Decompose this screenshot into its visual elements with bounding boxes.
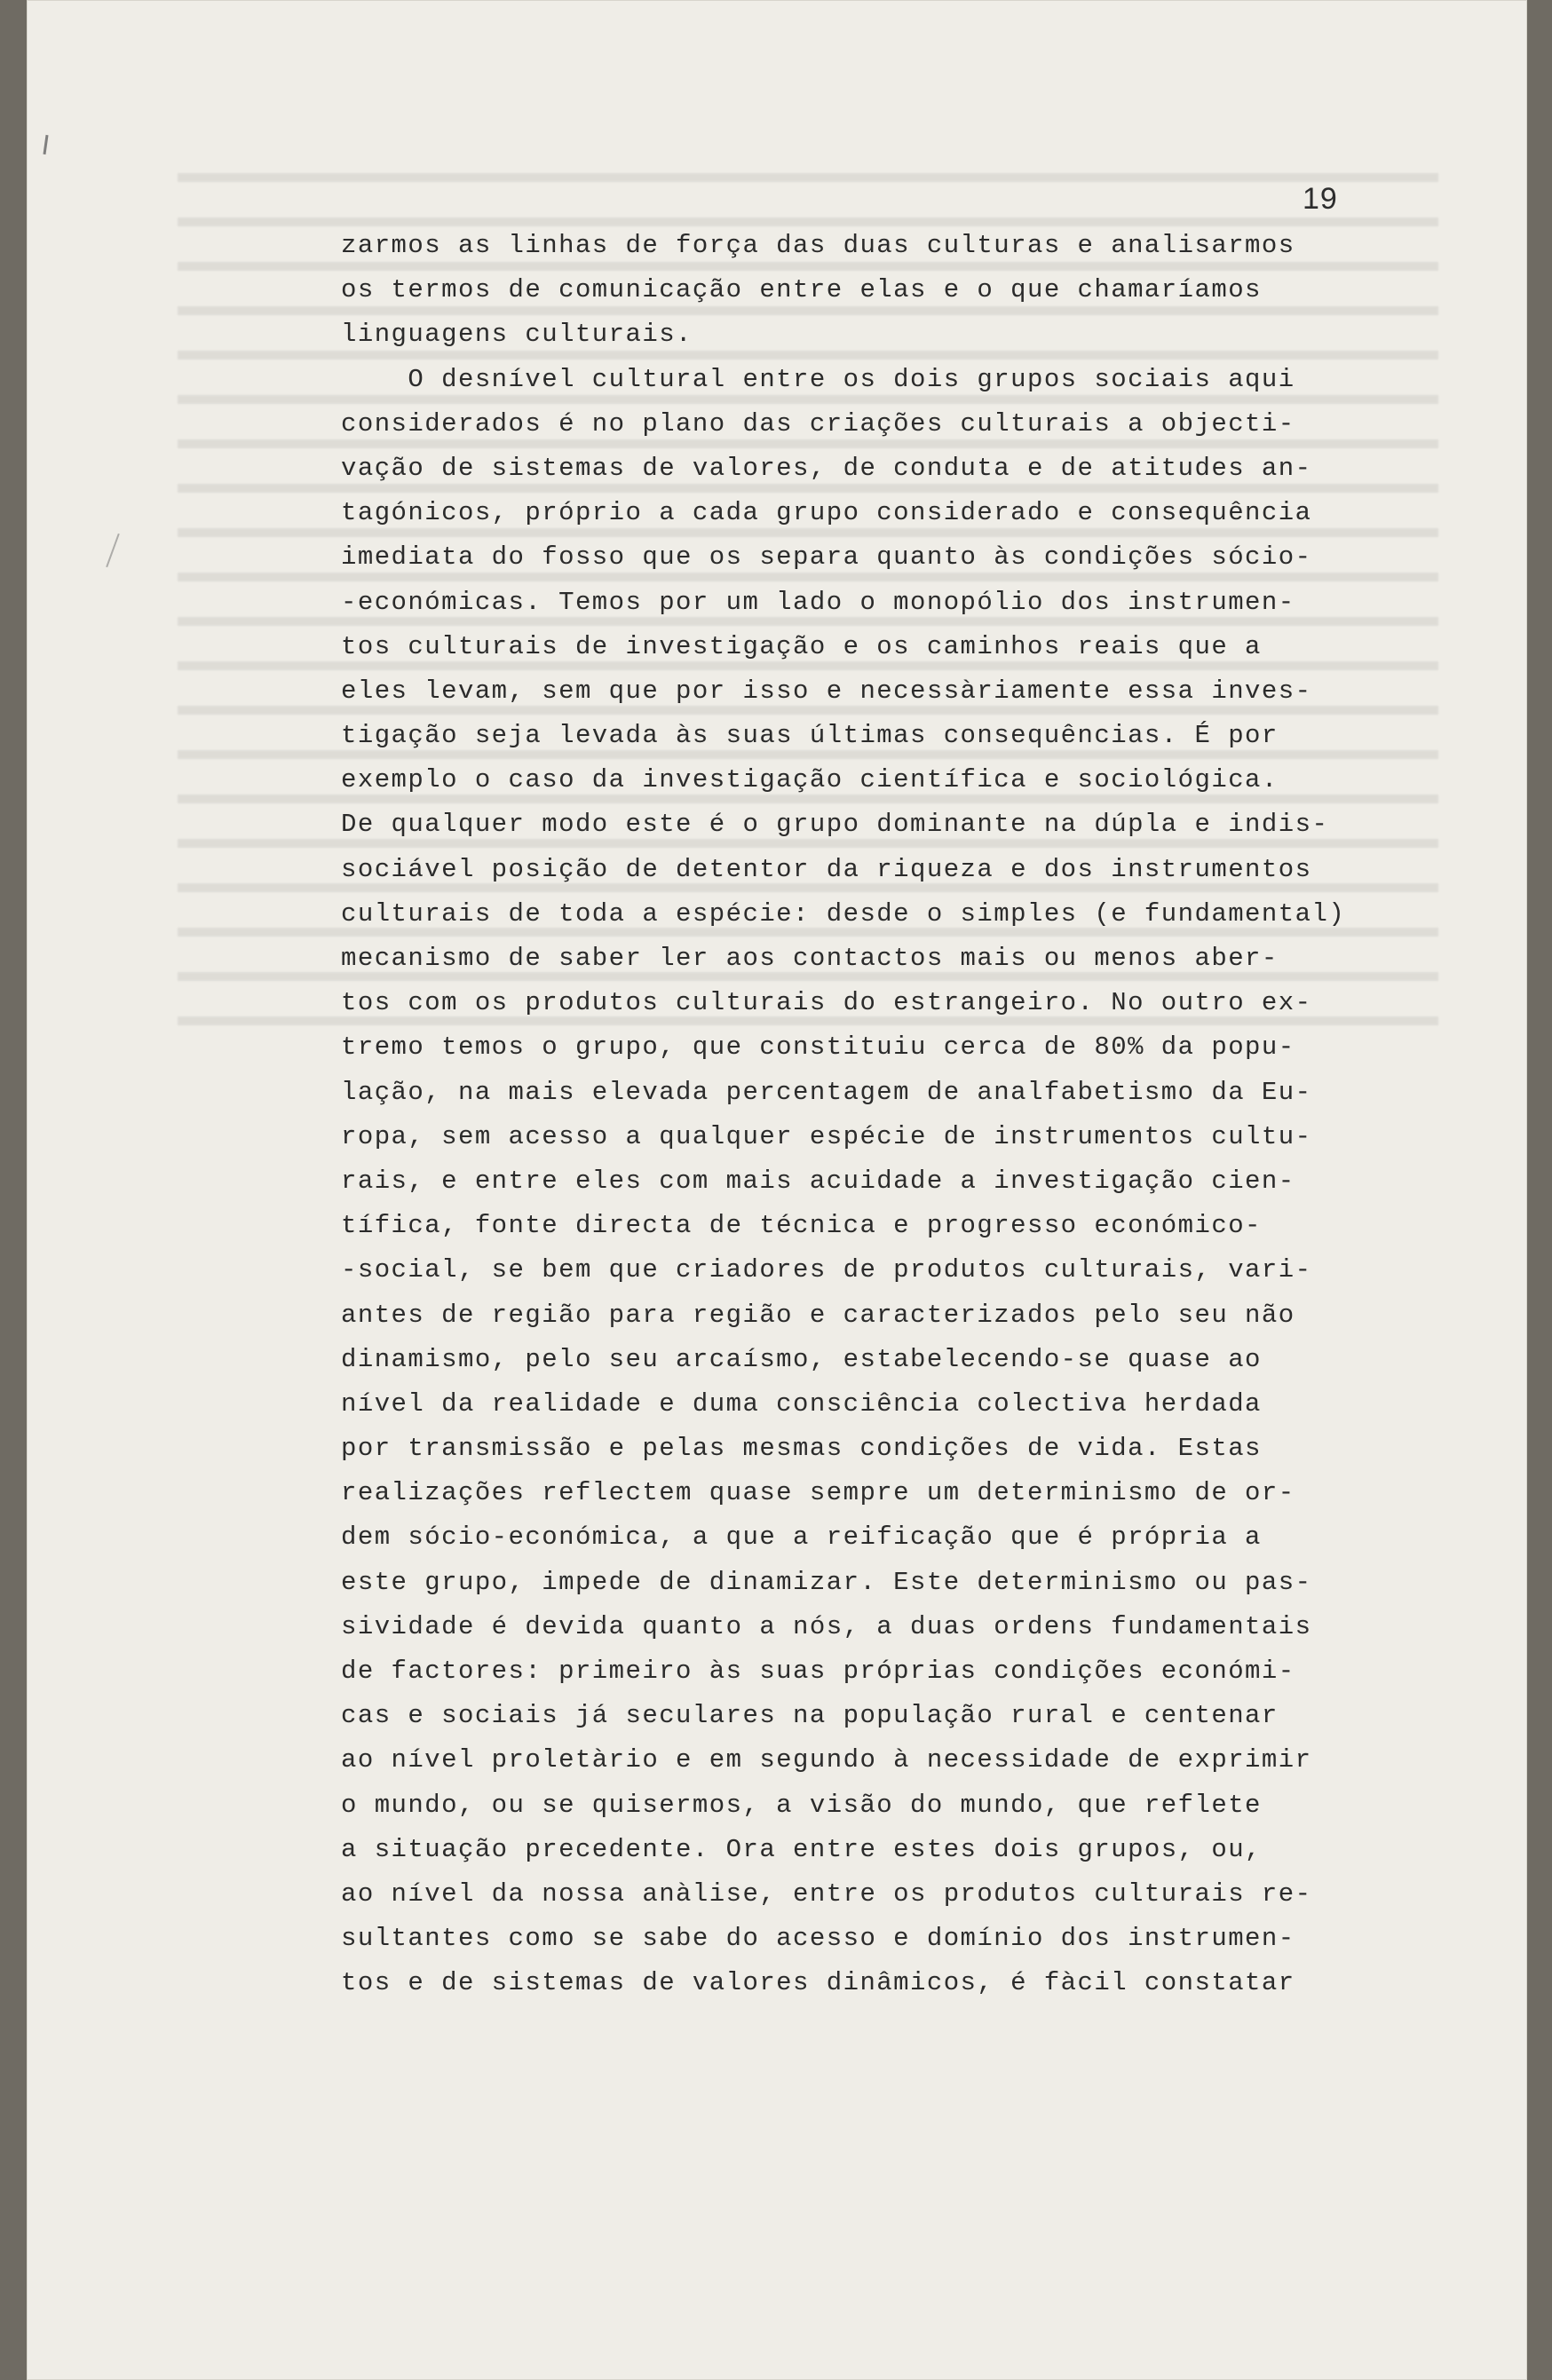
text-line: tífica, fonte directa de técnica e progresso económico- bbox=[341, 1211, 1262, 1241]
text-line: O desnível cultural entre os dois grupos sociais aqui bbox=[341, 364, 1295, 394]
text-line: ao nível da nossa anàlise, entre os produtos culturais re- bbox=[341, 1878, 1312, 1909]
text-line: exemplo o caso da investigação científica e sociológica. bbox=[341, 765, 1279, 795]
text-line: ropa, sem acesso a qualquer espécie de instrumentos cultu- bbox=[341, 1121, 1312, 1151]
text-line: sultantes como se sabe do acesso e domínio dos instrumen- bbox=[341, 1924, 1295, 1954]
margin-mark bbox=[43, 135, 48, 154]
document-page bbox=[27, 0, 1527, 2380]
typewritten-text-block bbox=[341, 224, 1415, 2006]
text-line: tos com os produtos culturais do estrangeiro. No outro ex- bbox=[341, 988, 1312, 1018]
text-line: considerados é no plano das criações culturais a objecti- bbox=[341, 408, 1295, 439]
text-line: eles levam, sem que por isso e necessàriamente essa inves- bbox=[341, 676, 1312, 706]
text-line: os termos de comunicação entre elas e o que chamaríamos bbox=[341, 275, 1262, 305]
text-line: por transmissão e pelas mesmas condições de vida. Estas bbox=[341, 1434, 1262, 1464]
text-line: tremo temos o grupo, que constituiu cerca de 80% da popu- bbox=[341, 1032, 1295, 1063]
text-line: culturais de toda a espécie: desde o simples (e fundamental) bbox=[341, 898, 1346, 929]
text-line: de factores: primeiro às suas próprias condições económi- bbox=[341, 1657, 1295, 1686]
text-line: zarmos as linhas de força das duas culturas e analisarmos bbox=[341, 231, 1295, 260]
text-line: cas e sociais já seculares na população rural e centenar bbox=[341, 1701, 1279, 1731]
text-line: dinamismo, pelo seu arcaísmo, estabelecendo-se quase ao bbox=[341, 1344, 1262, 1374]
text-line: -social, se bem que criadores de produtos culturais, vari- bbox=[341, 1255, 1312, 1285]
margin-mark bbox=[106, 534, 120, 567]
text-line: De qualquer modo este é o grupo dominante na dúpla e indis- bbox=[341, 810, 1329, 840]
text-line: sividade é devida quanto a nós, a duas ordens fundamentais bbox=[341, 1611, 1312, 1641]
text-line: tos culturais de investigação e os caminhos reais que a bbox=[341, 631, 1262, 661]
text-line: vação de sistemas de valores, de conduta e de atitudes an- bbox=[341, 453, 1312, 483]
text-line: dem sócio-económica, a que a reificação que é própria a bbox=[341, 1522, 1262, 1553]
text-line: tos e de sistemas de valores dinâmicos, é fàcil constatar bbox=[341, 1968, 1295, 1998]
text-line: a situação precedente. Ora entre estes dois grupos, ou, bbox=[341, 1834, 1262, 1864]
text-line: tagónicos, próprio a cada grupo considerado e consequência bbox=[341, 498, 1312, 528]
text-line: imediata do fosso que os separa quanto às condições sócio- bbox=[341, 542, 1312, 573]
text-line: mecanismo de saber ler aos contactos mais ou menos aber- bbox=[341, 944, 1279, 973]
text-line: sociável posição de detentor da riqueza e dos instrumentos bbox=[341, 854, 1312, 884]
text-line: antes de região para região e caracterizados pelo seu não bbox=[341, 1300, 1295, 1330]
text-line: o mundo, ou se quisermos, a visão do mundo, que reflete bbox=[341, 1790, 1262, 1820]
text-line: linguagens culturais. bbox=[341, 320, 693, 350]
text-line: nível da realidade e duma consciência colectiva herdada bbox=[341, 1388, 1262, 1419]
text-line: realizações reflectem quase sempre um determinismo de or- bbox=[341, 1478, 1295, 1508]
text-line: este grupo, impede de dinamizar. Este determinismo ou pas- bbox=[341, 1567, 1312, 1597]
text-line: -económicas. Temos por um lado o monopólio dos instrumen- bbox=[341, 587, 1295, 617]
page-number: 19 bbox=[1303, 182, 1338, 216]
text-line: lação, na mais elevada percentagem de analfabetismo da Eu- bbox=[341, 1077, 1312, 1107]
text-line: ao nível proletàrio e em segundo à necessidade de exprimir bbox=[341, 1745, 1312, 1775]
text-line: rais, e entre eles com mais acuidade a investigação cien- bbox=[341, 1166, 1295, 1196]
text-line: tigação seja levada às suas últimas consequências. É por bbox=[341, 721, 1279, 751]
